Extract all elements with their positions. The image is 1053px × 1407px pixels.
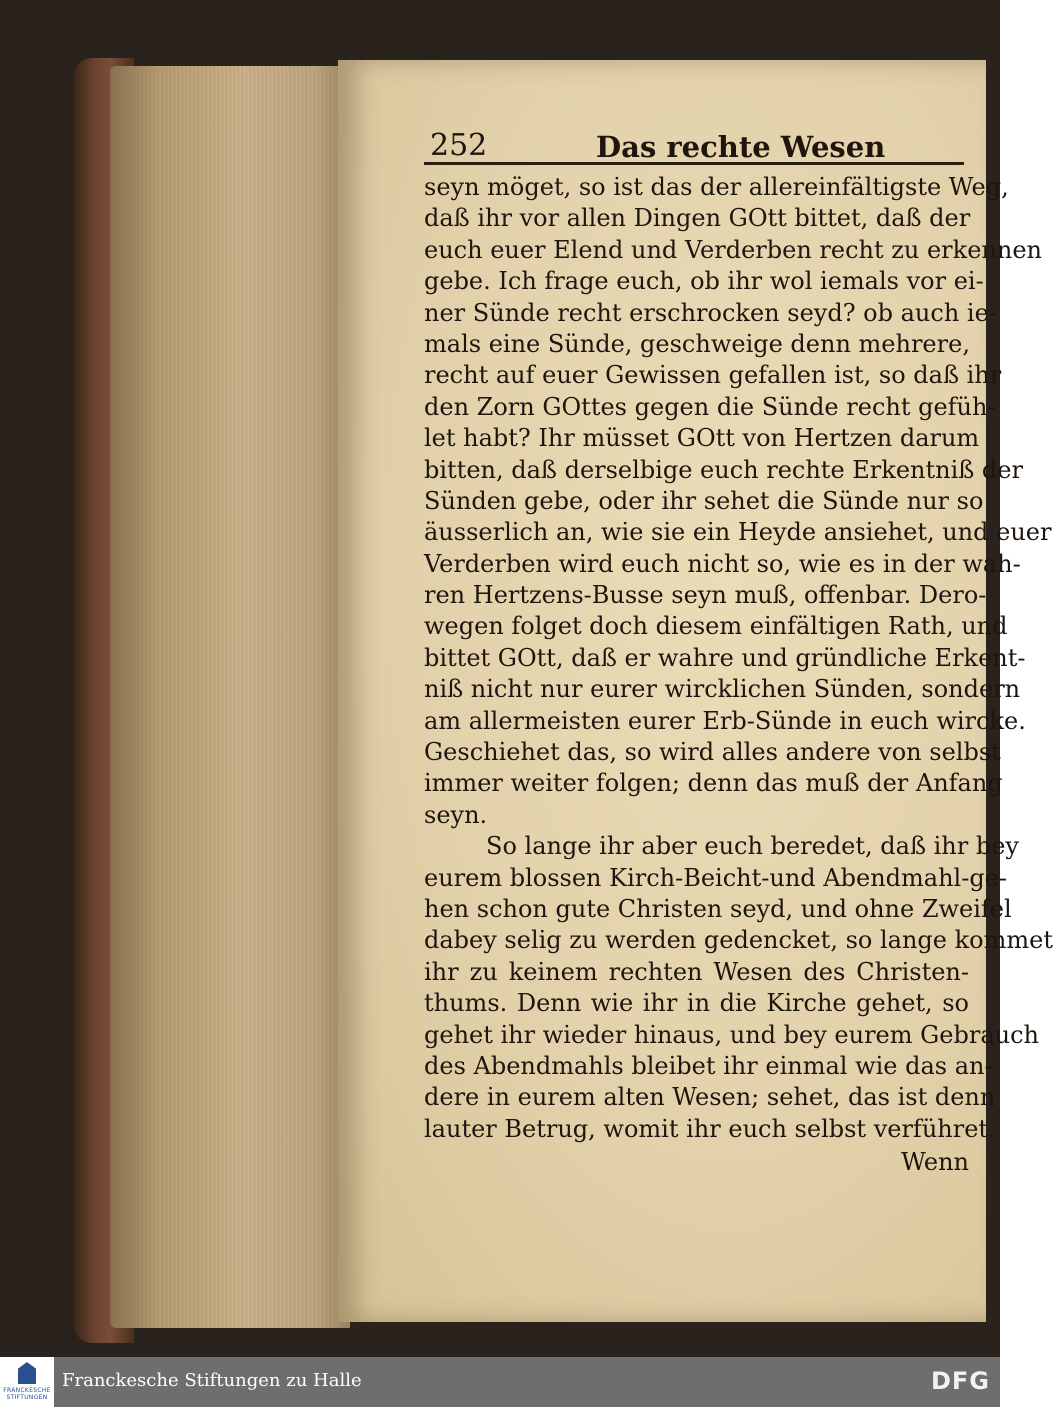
page-number: 252	[430, 128, 488, 163]
text-line: hen schon gute Christen seyd, und ohne Zweifel	[424, 894, 1012, 923]
dfg-logo[interactable]: DFG	[930, 1367, 990, 1395]
text-line: thums. Denn wie ihr in die Kirche gehet, so	[424, 989, 969, 1018]
text-line: Sünden gebe, oder ihr sehet die Sünde nur so	[424, 486, 984, 515]
institution-logo[interactable]	[0, 1357, 54, 1407]
text-line: eurem blossen Kirch-Beicht-und Abendmahl-ge-	[424, 863, 1007, 892]
text-line: bittet GOtt, daß er wahre und gründliche Erkent-	[424, 643, 1026, 672]
text-line: Geschiehet das, so wird alles andere von selbst	[424, 738, 1001, 767]
text-line: seyn.	[424, 800, 488, 829]
text-line: daß ihr vor allen Dingen GOtt bittet, daß der	[424, 204, 971, 233]
logo-text: FRANCKESCHE STIFTUNGEN	[3, 1387, 51, 1401]
text-line: Verderben wird euch nicht so, wie es in der wah-	[424, 549, 1021, 578]
header-rule	[424, 162, 964, 165]
text-line: dere in eurem alten Wesen; sehet, das ist denn	[424, 1083, 996, 1112]
text-line: bitten, daß derselbige euch rechte Erkentniß der	[424, 455, 1023, 484]
body-text	[424, 172, 1053, 1179]
text-line: ner Sünde recht erschrocken seyd? ob auch ie-	[424, 298, 997, 327]
text-line: wegen folget doch diesem einfältigen Rath, und	[424, 612, 1008, 641]
text-line: mals eine Sünde, geschweige denn mehrere,	[424, 329, 970, 358]
text-line: gehet ihr wieder hinaus, und bey eurem Gebrauch	[424, 1020, 1040, 1049]
text-line: euch euer Elend und Verderben recht zu erkennen	[424, 235, 1042, 264]
text-line: ren Hertzens-Busse seyn muß, offenbar. Dero-	[424, 581, 987, 610]
text-line: lauter Betrug, womit ihr euch selbst verführet.	[424, 1114, 996, 1143]
text-line: ihr zu keinem rechten Wesen des Christen-	[424, 957, 969, 986]
text-line: gebe. Ich frage euch, ob ihr wol iemals vor ei-	[424, 267, 984, 296]
text-line: seyn möget, so ist das der allereinfältigste Weg,	[424, 173, 1009, 201]
text-line: äusserlich an, wie sie ein Heyde ansiehet, und euer	[424, 518, 1052, 547]
footer-bar	[0, 1357, 1000, 1407]
text-line: immer weiter folgen; denn das muß der Anfang	[424, 769, 1003, 798]
text-line: am allermeisten eurer Erb-Sünde in euch wircke.	[424, 706, 1026, 735]
text-line: des Abendmahls bleibet ihr einmal wie das an-	[424, 1051, 993, 1080]
text-line: let habt? Ihr müsset GOtt von Hertzen darum	[424, 424, 980, 453]
orphanage-emblem-icon	[18, 1362, 36, 1384]
institution-name[interactable]: Franckesche Stiftungen zu Halle	[62, 1370, 362, 1391]
text-line: niß nicht nur eurer wircklichen Sünden, sondern	[424, 675, 1021, 704]
book-page	[338, 60, 1053, 1322]
text-line: So lange ihr aber euch beredet, daß ihr bey	[486, 832, 1019, 861]
text-line: den Zorn GOttes gegen die Sünde recht gefüh-	[424, 392, 996, 421]
catchword: Wenn	[901, 1148, 969, 1177]
text-line: recht auf euer Gewissen gefallen ist, so daß ihr	[424, 361, 1002, 390]
page-edges	[110, 66, 350, 1328]
running-title: Das rechte Wesen	[596, 130, 886, 164]
text-line: dabey selig zu werden gedencket, so lange kommet	[424, 926, 1053, 955]
